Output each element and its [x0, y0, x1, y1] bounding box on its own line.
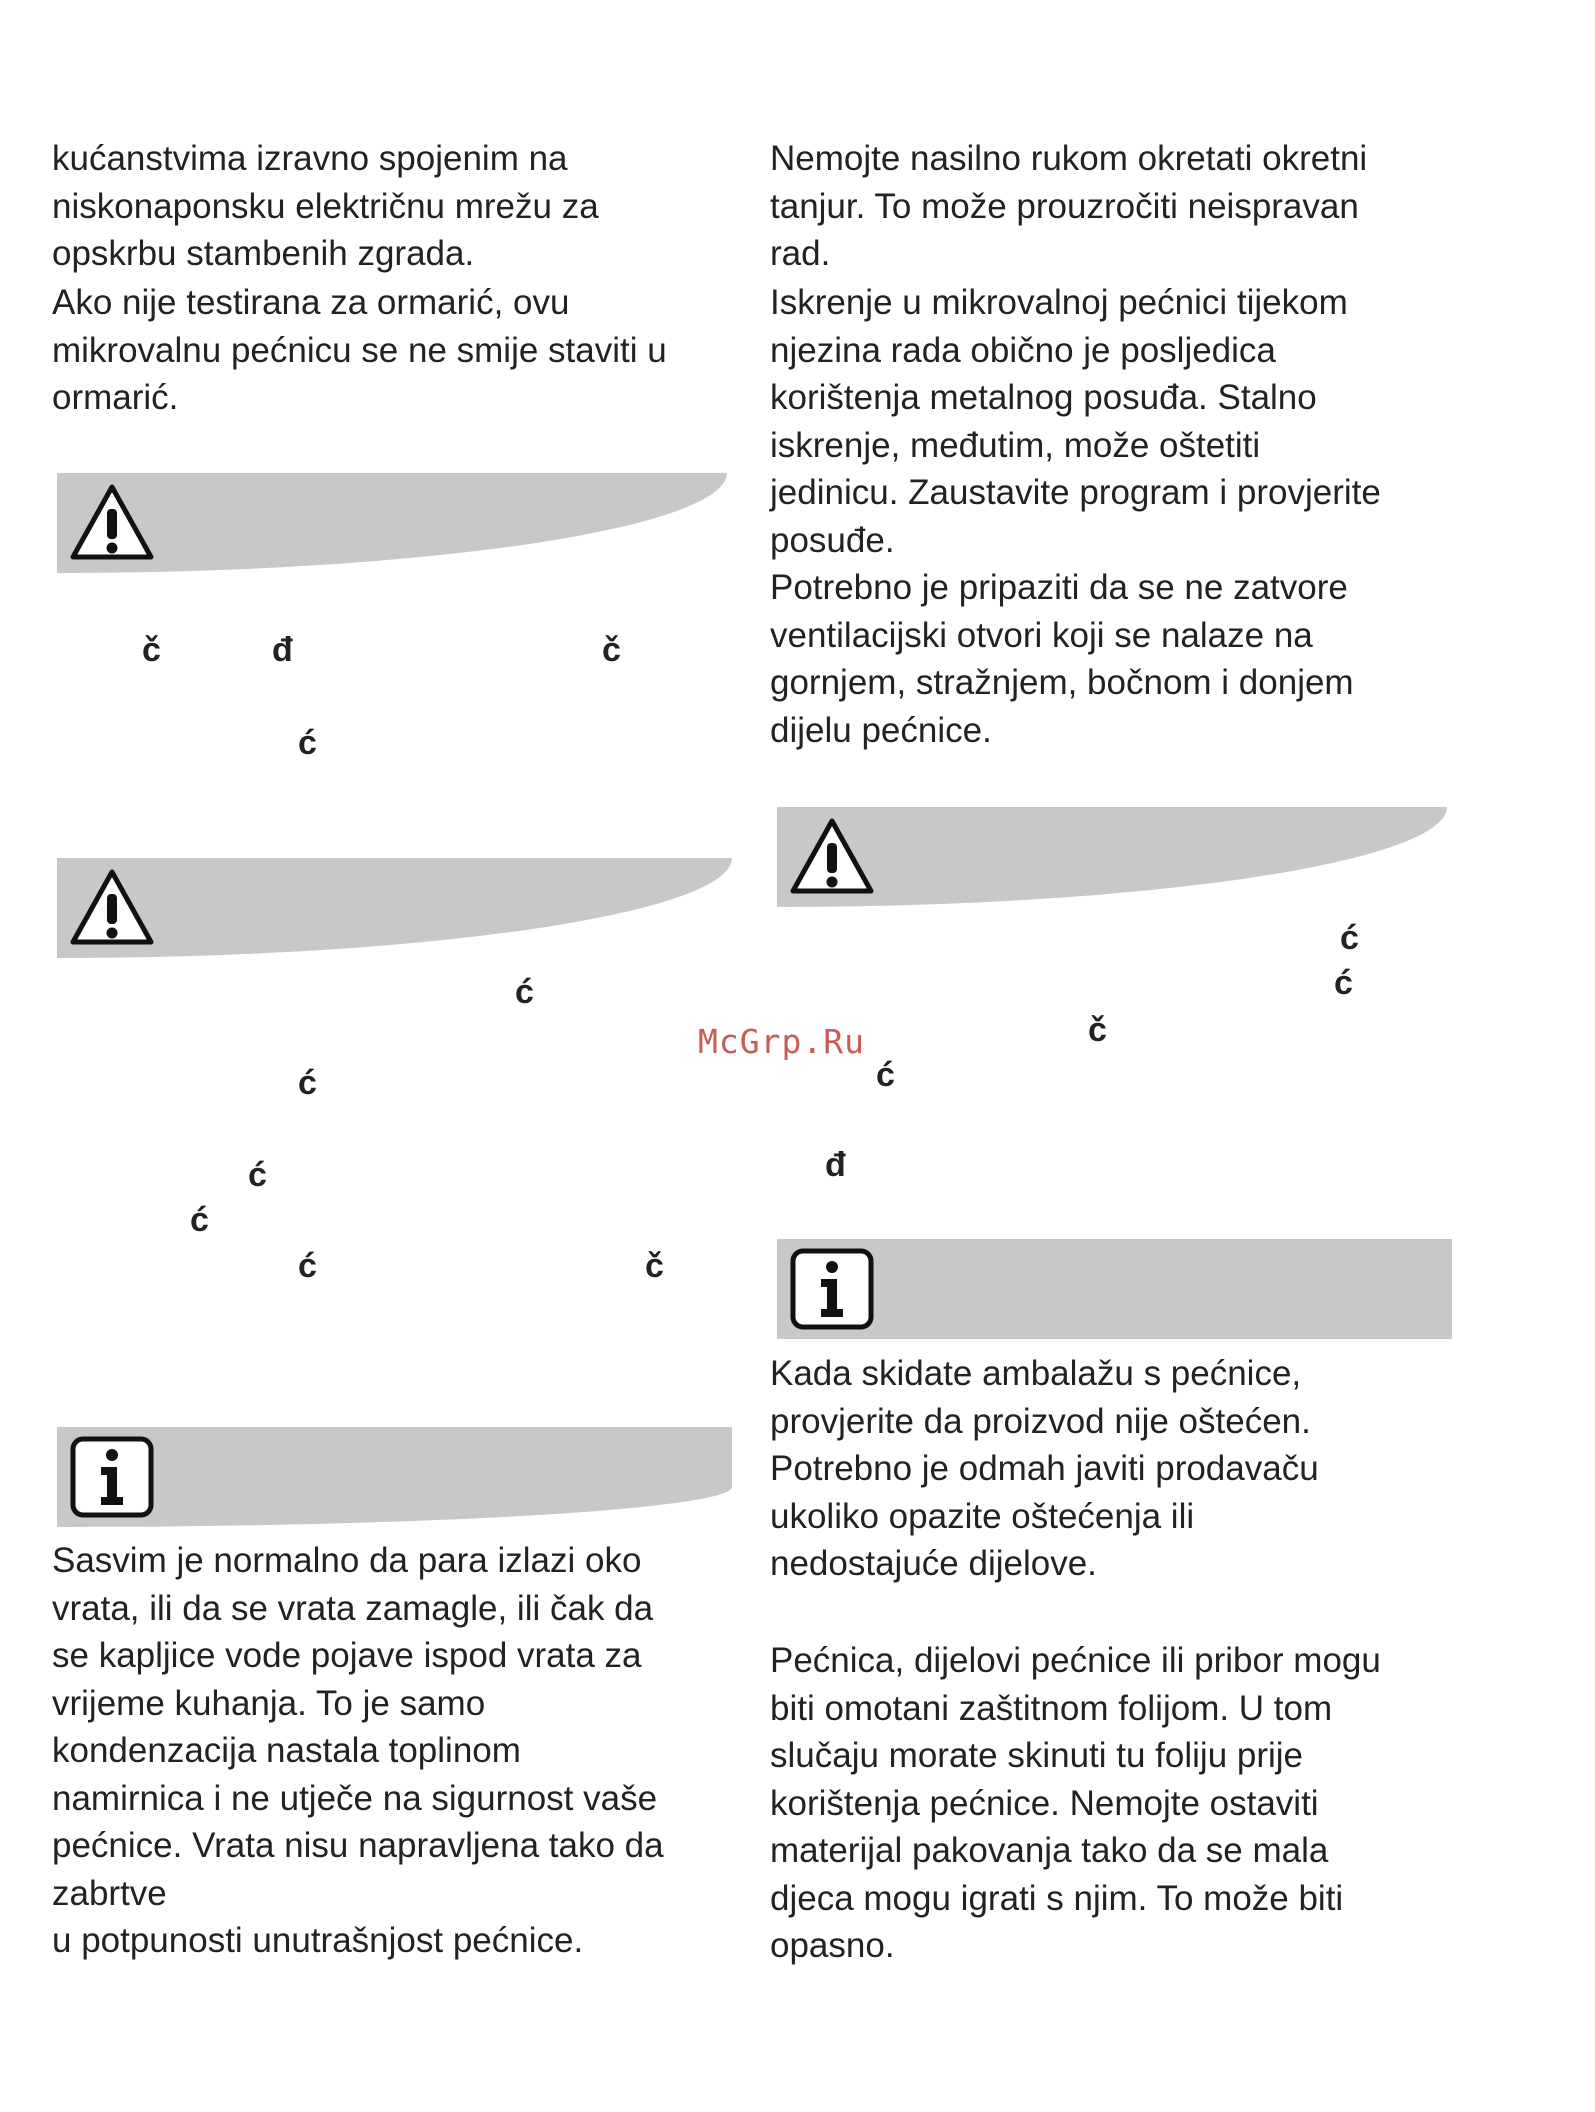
text-fragment: č [602, 631, 621, 669]
left-paragraph-2: Ako nije testirana za ormarić, ovu mikrovalnu pećnicu se ne smije staviti u ormarić. [52, 283, 667, 417]
info-banner-1 [57, 1427, 732, 1527]
text-fragment: ć [1340, 919, 1359, 957]
text-fragment: č [142, 631, 161, 669]
right-paragraph-1: Nemojte nasilno rukom okretati okretni tanjur. To može prouzročiti neispravan rad. [770, 139, 1368, 273]
text-fragment: ć [515, 973, 534, 1011]
warning-triangle-icon [67, 866, 157, 950]
watermark: McGrp.Ru [698, 1022, 865, 1061]
text-fragment: đ [825, 1146, 846, 1184]
left-paragraph-3: Sasvim je normalno da para izlazi oko vrata, ili da se vrata zamagle, ili čak da se kapljice vode pojave ispod vrata za vrijeme kuhanja. To je samo kondenzacija nastala toplinom namirnica i ne utječe na sigurnost vaše pećnice. Vrata nisu napravljena tako da zabrtve u potpunosti unutrašnjost pećnice. [52, 1541, 664, 1960]
right-paragraph-2: Iskrenje u mikrovalnoj pećnici tijekom njezina rada obično je posljedica korištenja metalnog posuđa. Stalno iskrenje, međutim, može oštetiti jedinicu. Zaustavite program i provjerite posuđe. [770, 283, 1381, 560]
text-fragment: č [1088, 1011, 1107, 1049]
left-paragraph-1: kućanstvima izravno spojenim na niskonaponsku električnu mrežu za opskrbu stambenih zgrada. [52, 139, 599, 273]
warning-banner-1 [57, 473, 727, 573]
text-fragment: đ [272, 631, 293, 669]
warning-triangle-icon [787, 815, 877, 899]
warning-banner-3 [777, 807, 1447, 907]
text-fragment: ć [1334, 964, 1353, 1002]
text-fragment: č [645, 1247, 664, 1285]
text-fragment: ć [876, 1056, 895, 1094]
text-fragment: ć [298, 724, 317, 762]
warning-banner-2 [57, 858, 732, 958]
right-paragraph-5: Pećnica, dijelovi pećnice ili pribor mogu biti omotani zaštitnom folijom. U tom slučaju morate skinuti tu foliju prije korištenja pećnice. Nemojte ostaviti materijal pakovanja tako da se mala djeca mogu igrati s njim. To može biti opasno. [770, 1641, 1381, 1965]
right-paragraph-4: Kada skidate ambalažu s pećnice, provjerite da proizvod nije oštećen. Potrebno je odmah javiti prodavaču ukoliko opazite oštećenja ili nedostajuće dijelove. [770, 1354, 1319, 1583]
text-fragment: ć [190, 1201, 209, 1239]
info-banner-2 [777, 1239, 1452, 1339]
warning-triangle-icon [67, 481, 157, 565]
right-paragraph-3: Potrebno je pripaziti da se ne zatvore ventilacijski otvori koji se nalaze na gornjem, stražnjem, bočnom i donjem dijelu pećnice. [770, 568, 1354, 750]
text-fragment: ć [298, 1064, 317, 1102]
info-icon [787, 1247, 877, 1331]
text-fragment: ć [248, 1156, 267, 1194]
info-icon [67, 1435, 157, 1519]
text-fragment: ć [298, 1247, 317, 1285]
